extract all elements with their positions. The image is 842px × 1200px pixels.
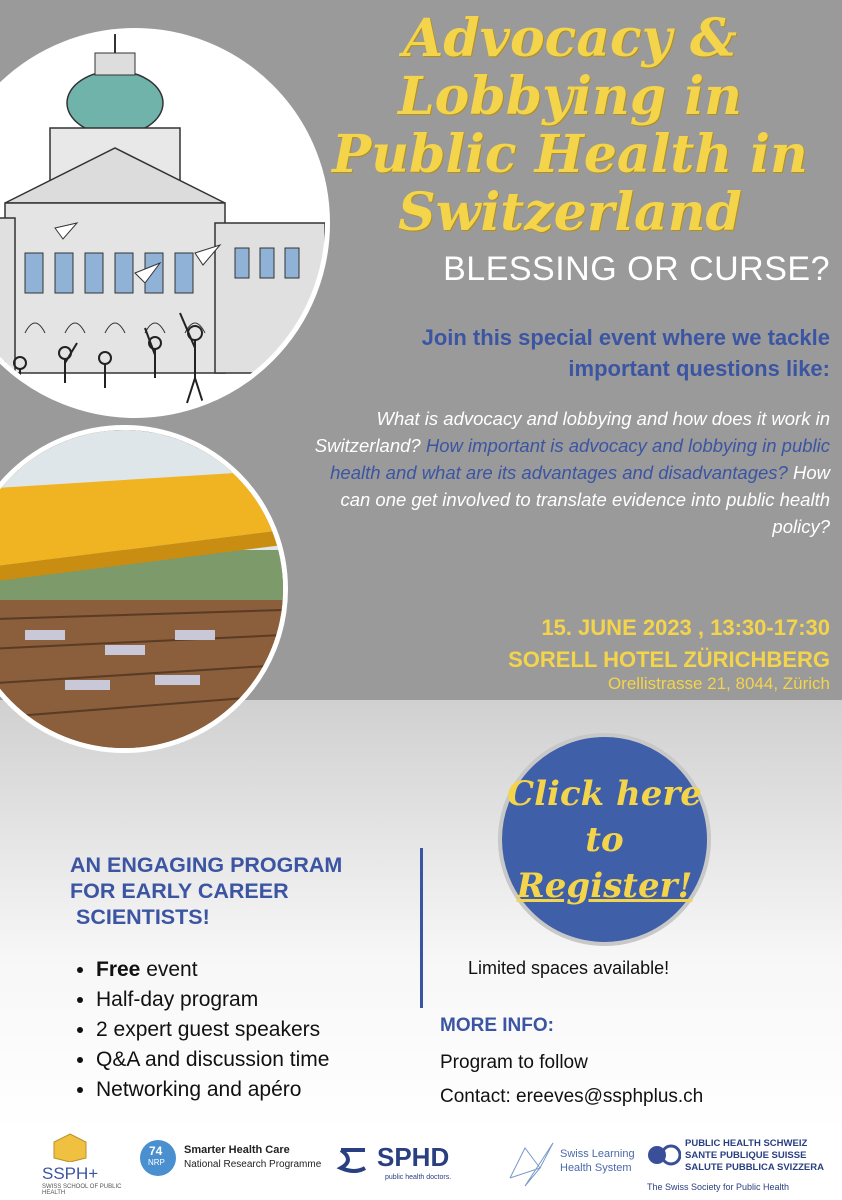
program-heading-line: SCIENTISTS! <box>70 905 210 929</box>
subtitle: BLESSING OR CURSE? <box>443 250 830 288</box>
list-item: • Q&A and discussion time <box>96 1045 329 1075</box>
register-line-1: Click here to <box>507 773 702 860</box>
contact-email[interactable]: Contact: ereeves@ssphplus.ch <box>440 1086 704 1107</box>
event-venue: SORELL HOTEL ZÜRICHBERG <box>508 647 830 672</box>
ssph-cube-icon <box>50 1132 90 1162</box>
sls-line-2: Health System <box>560 1162 632 1174</box>
lead-line: Join this special event where we tackle <box>421 325 830 350</box>
public-health-schweiz-logo <box>645 1130 840 1200</box>
title-line: Advocacy & Lobbying in <box>398 8 742 127</box>
lead-line: important questions like: <box>568 356 830 381</box>
list-item: • Networking and apéro <box>96 1075 329 1105</box>
event-details <box>420 612 830 676</box>
phs-line-1: PUBLIC HEALTH SCHWEIZ <box>685 1138 808 1149</box>
nrp-line-1: Smarter Health Care <box>184 1144 290 1156</box>
ssph-logo <box>20 1130 140 1200</box>
event-date: 15. JUNE 2023 , 13:30-17:30 <box>541 615 830 640</box>
register-button[interactable] <box>498 733 711 946</box>
sphd-caduceus-icon <box>335 1142 371 1178</box>
free-label: Free <box>96 958 141 981</box>
nrp-logo <box>140 1130 340 1200</box>
phs-tagline: The Swiss Society for Public Health <box>647 1182 790 1192</box>
network-icon <box>505 1138 555 1188</box>
nrp-line-2: National Research Programme <box>184 1159 322 1170</box>
event-address: Orellistrasse 21, 8044, Zürich <box>607 674 830 693</box>
program-heading <box>70 852 420 930</box>
ssph-name: SSPH+ <box>42 1164 99 1183</box>
sphd-tagline: public health doctors. <box>385 1174 452 1181</box>
question-1: What is advocacy and lobbying and how does it work in Switzerland? <box>314 408 830 456</box>
lead-text <box>320 322 830 384</box>
program-heading-line: AN ENGAGING PROGRAM <box>70 853 343 877</box>
swiss-learning-logo <box>505 1130 645 1200</box>
sphd-logo <box>335 1130 475 1200</box>
phs-line-3: SALUTE PUBBLICA SVIZZERA <box>685 1162 824 1173</box>
sls-line-1: Swiss Learning <box>560 1148 635 1160</box>
list-item <box>96 955 329 985</box>
nrp-number: 74 <box>149 1144 163 1158</box>
sphd-name: SPHD <box>377 1142 450 1172</box>
register-line-2: Register! <box>516 865 693 906</box>
ssph-subtitle: SWISS SCHOOL OF PUBLIC HEALTH <box>42 1184 122 1196</box>
list-item: • 2 expert guest speakers <box>96 1015 329 1045</box>
question-2: How important is advocacy and lobbying in public health and what are its advantages and disadvantages? <box>330 435 830 483</box>
parliament-illustration <box>0 28 330 418</box>
program-heading-line: FOR EARLY CAREER <box>70 879 289 903</box>
title-line: Switzerland <box>398 182 742 243</box>
limited-spaces: Limited spaces available! <box>468 958 670 978</box>
phs-symbol-icon <box>647 1140 681 1170</box>
vertical-divider <box>420 848 423 1008</box>
questions-paragraph <box>300 405 830 540</box>
nrp-abbr: NRP <box>148 1158 165 1167</box>
event-title <box>300 10 840 242</box>
more-info-heading: MORE INFO: <box>440 1015 554 1036</box>
program-to-follow: Program to follow <box>440 1052 588 1073</box>
list-item: • Half-day program <box>96 985 329 1015</box>
phs-line-2: SANTE PUBLIQUE SUISSE <box>685 1150 807 1161</box>
free-rest: event <box>140 958 198 981</box>
question-3: How can one get involved to translate evidence into public health policy? <box>340 462 830 537</box>
program-features-list <box>70 955 329 1105</box>
title-line: Public Health in <box>332 124 808 185</box>
